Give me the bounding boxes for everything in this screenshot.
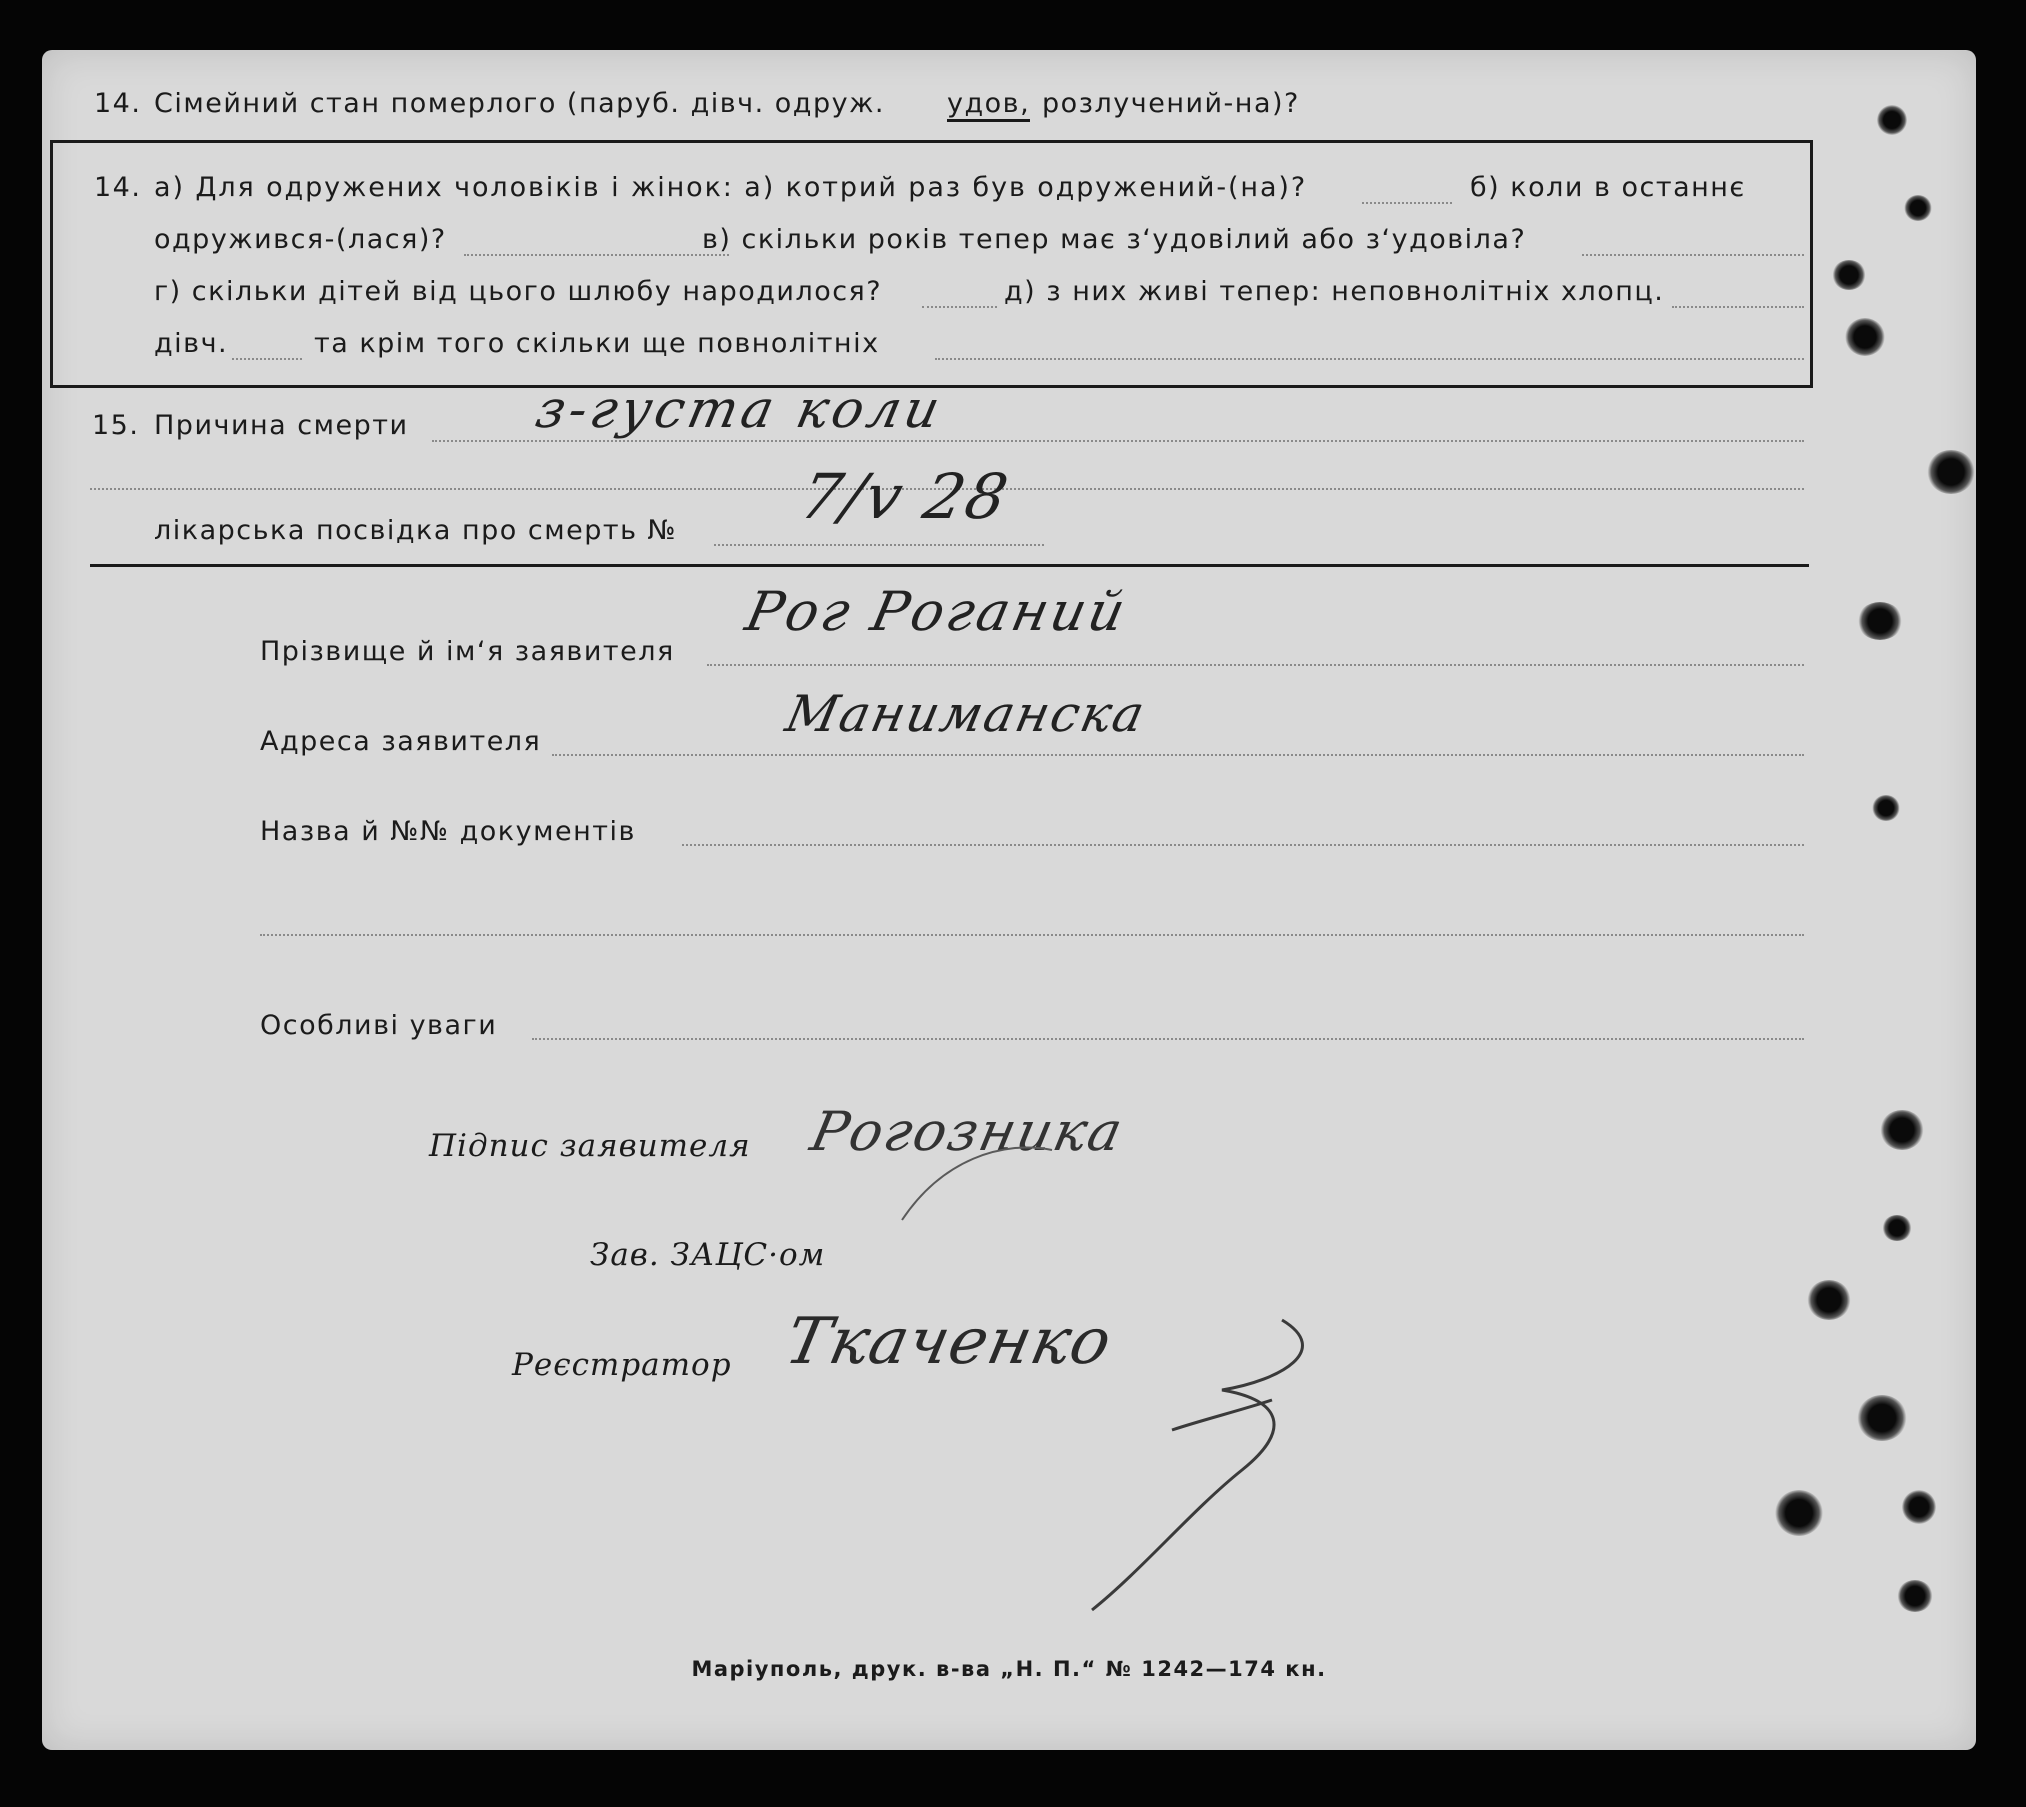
punch-hole (1897, 1580, 1933, 1612)
head-label: Зав. ЗАЦС·ом (590, 1237, 826, 1273)
notes-label: Особливі уваги (260, 1010, 498, 1041)
documents-label: Назва й №№ документів (260, 816, 636, 847)
printer-imprint: Маріуполь, друк. в-ва „Н. П.“ № 1242—174 кн. (691, 1657, 1327, 1681)
q15-number: 15. (92, 410, 140, 441)
q14a-line2a: одружився-(лася)? (154, 224, 447, 255)
q14a-number: 14. (94, 172, 142, 203)
q14a-line1a: а) Для одружених чоловіків і жінок: а) котрий раз був одружений-(на)? (154, 172, 1308, 203)
q14a-line4a: дівч. (154, 328, 229, 359)
registrar-signature-flourish (42, 50, 1976, 1750)
punch-hole (1872, 795, 1900, 821)
q14a-line3a: г) скільки дітей від цього шлюбу народилося? (154, 276, 883, 307)
q14a-line4b: та крім того скільки ще повнолітніх (314, 328, 880, 359)
cause-of-death-value: з-густа коли (530, 380, 949, 440)
applicant-name-value: Рог Роганий (740, 580, 1134, 643)
applicant-signature-label: Підпис заявителя (429, 1128, 751, 1164)
punch-hole (1832, 260, 1866, 290)
punch-hole (1857, 602, 1903, 640)
punch-hole (1880, 1110, 1924, 1150)
certificate-number: 7/v 28 (794, 460, 1016, 533)
punch-hole (1845, 318, 1885, 356)
punch-hole (1807, 1280, 1851, 1320)
punch-hole (1902, 1490, 1936, 1524)
punch-hole (1857, 1395, 1907, 1441)
registrar-label: Реєстратор (512, 1347, 732, 1383)
applicant-name-label: Прізвище й ім‘я заявителя (260, 636, 675, 667)
punch-hole (1927, 450, 1975, 494)
certificate-label: лікарська посвідка про смерть № (154, 515, 678, 546)
q14-question: Сімейний стан померлого (паруб. дівч. одруж. (154, 88, 885, 119)
punch-hole (1877, 105, 1907, 135)
punch-hole (1882, 1215, 1912, 1241)
applicant-address-value: Маниманска (780, 685, 1152, 743)
cause-of-death-label: Причина смерти (154, 410, 409, 441)
q14-answer: удов, (947, 88, 1030, 122)
registrar-signature-text: Ткаченко (779, 1305, 1119, 1379)
q14a-line1b: б) коли в останнє (1470, 172, 1746, 203)
q14-number: 14. (94, 88, 142, 119)
applicant-address-label: Адреса заявителя (260, 726, 542, 757)
form-page (42, 50, 1976, 1750)
q14-rest: розлучений-на)? (1042, 88, 1300, 119)
q14a-line2b: в) скільки років тепер має з‘удовілий або з‘удовіла? (702, 224, 1527, 255)
applicant-signature: Рогозника (805, 1100, 1130, 1163)
punch-hole (1775, 1490, 1823, 1536)
punch-hole (1904, 195, 1932, 221)
q14a-line3b: д) з них живі тепер: неповнолітніх хлопц. (1004, 276, 1665, 307)
